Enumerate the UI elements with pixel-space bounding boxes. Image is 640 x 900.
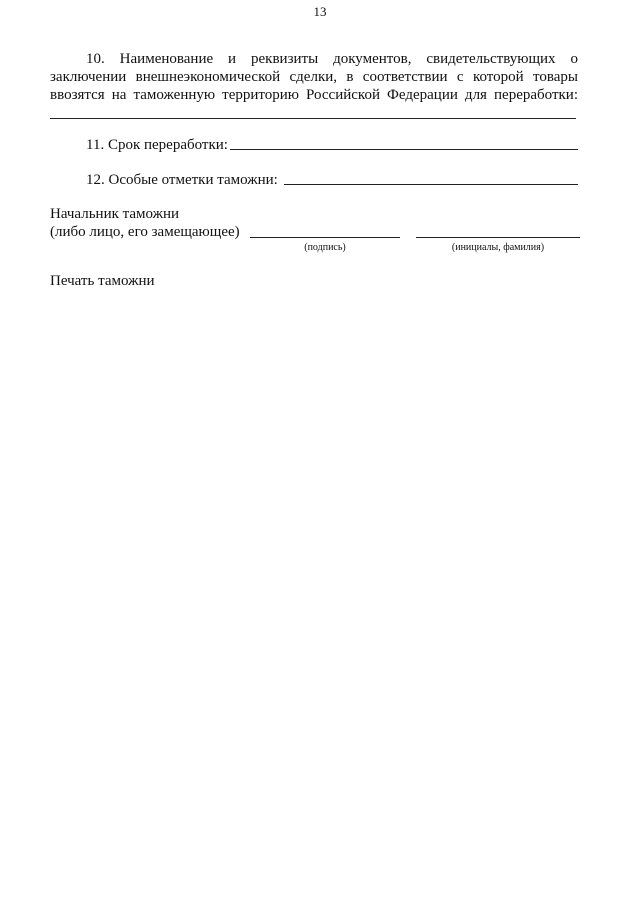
item-12-label: 12. Особые отметки таможни:	[86, 172, 278, 188]
chief-title: Начальник таможни	[50, 206, 180, 222]
name-line	[416, 237, 580, 238]
signature-caption: (подпись)	[304, 242, 346, 253]
chief-deputy-note: (либо лицо, его замещающее)	[50, 224, 240, 240]
item-10-text: 10. Наименование и реквизиты документов, свидетельствующих о заключении внешнеэкономической сделки, в соответствии с которой товары ввозятся на таможенную территорию Российской Федерации для переработки:	[50, 51, 578, 103]
page-number: 13	[313, 4, 327, 19]
customs-stamp-label: Печать таможни	[50, 273, 155, 289]
item-11-fill-line	[230, 149, 578, 150]
item-10-fill-line	[50, 118, 576, 119]
item-12-fill-line	[284, 184, 578, 185]
chief-block	[50, 205, 240, 241]
item-12-row	[50, 171, 578, 189]
signature-line	[250, 237, 400, 238]
item-11-label: 11. Срок переработки:	[86, 137, 228, 153]
item-11-row	[50, 136, 578, 154]
name-caption: (инициалы, фамилия)	[451, 242, 545, 253]
